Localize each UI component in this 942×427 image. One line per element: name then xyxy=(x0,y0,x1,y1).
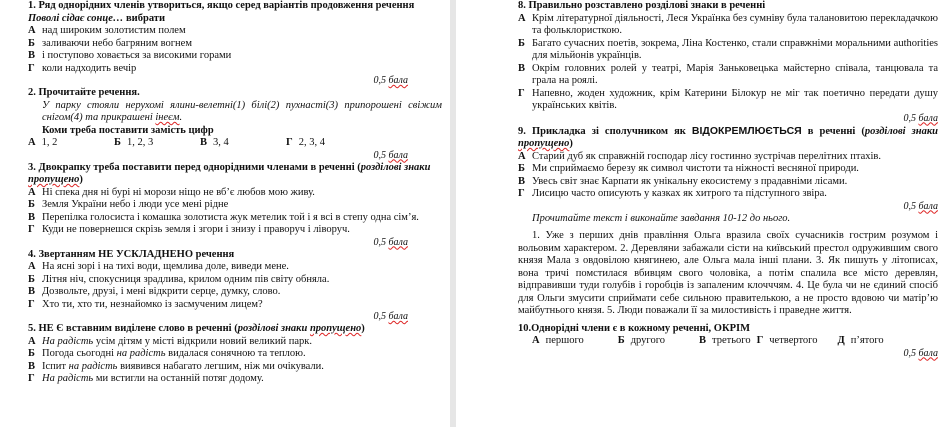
question-2-options xyxy=(28,137,442,150)
question-2-option-b: Б 1, 2, 3 xyxy=(114,137,154,148)
question-5-option-a: А На радість усім дітям у місті відкрили новий великий парк. xyxy=(28,335,312,347)
question-3-option-a: А Ні спека дня ні бурі ні морози ніщо не вб’є любов мою живу. xyxy=(28,186,315,198)
question-10-option-a: А першого xyxy=(532,335,584,346)
question-2-option-a: А 1, 2 xyxy=(28,137,58,148)
question-10-option-d: Г четвертого xyxy=(756,335,818,346)
question-10-points: 0,5 бала xyxy=(903,347,938,359)
question-9-option-c: В Увесь світ знає Карпати як унікальну екосистему з прадавніми лісами. xyxy=(518,175,848,187)
question-5-option-c: В Іспит на радість виявився набагато легшим, ніж ми очікували. xyxy=(28,360,324,372)
question-10-option-e: Д п’ятого xyxy=(837,335,884,346)
reading-instruction: Прочитайте текст і виконайте завдання 10-12 до нього. xyxy=(532,212,791,224)
question-2-points: 0,5 бала xyxy=(373,149,408,161)
question-3-points: 0,5 бала xyxy=(373,236,408,248)
question-4-option-a: А На ясні зорі і на тихі води, щемлива доле, виведи мене. xyxy=(28,261,289,272)
reading-text: 1. Уже з перших днів правління Ольга вразила своїх сучасників гострим розумом і вольовим характером. 2. Деревляни забажали сісти на київський престол одружившим свого князя Мала з овдовілою княгинею, але Ольга мала інші плани. 3. Як пишуть у літописах, вона тричі помстилася вбивцям свого чоловіка, а потім спалила все місто деревлян, відправивши туди голубів і горобців із запаленим клочччям. 4. Це була чи не єдиний спосіб для Ольги змусити сприймати себе сильною правителькою, а не просто вдовою чи матір’ю майбутнього князя. 5. Люди поважали її за милостивість і праведне життя. xyxy=(518,230,938,316)
question-3-option-d: Г Куди не повернешся скрізь земля і згори і знизу і праворуч і ліворуч. xyxy=(28,224,350,235)
question-9-text: 9. Прикладка зі сполучником як ВІДОКРЕМЛЮЄТЬСЯ в реченні (розділові знаки пропущено) xyxy=(518,124,939,149)
question-9-option-a: А Старий дуб як справжній господар лісу гостинно зустрічав перелітних птахів. xyxy=(518,150,882,162)
question-8-option-b: Б Багато сучасних поетів, зокрема, Ліна Костенко, стали справжніми моральними authorities для мільйонів українців. xyxy=(518,37,938,61)
question-4-option-b: Б Літня ніч, спокусниця зрадлива, крилом одним пів світу обняла. xyxy=(28,273,330,285)
question-1-option-d: Г коли надходить вечір xyxy=(28,62,137,74)
question-9-option-d: Г Лисицю часто описують у казках як хитрого та підступного звіра. xyxy=(518,188,827,199)
question-2-question: Коми треба поставити замість цифр xyxy=(42,124,214,136)
question-1-option-a: А над широким золотистим полем xyxy=(28,25,186,36)
question-1-points: 0,5 бала xyxy=(373,75,408,86)
question-5-text: 5. НЕ Є вставним виділене слово в реченні (розділові знаки пропущено) xyxy=(28,323,365,334)
question-4-text: 4. Звертанням НЕ УСКЛАДНЕНО речення xyxy=(28,248,235,260)
question-3 xyxy=(28,162,442,249)
question-8-option-d: Г Напевно, жоден художник, крім Катерини Білокур не міг так поетично передати душу українських квітів. xyxy=(518,87,938,111)
question-10 xyxy=(518,323,938,360)
question-5 xyxy=(28,323,442,386)
question-10-option-b: Б другого xyxy=(617,335,666,346)
question-5-option-d: Г На радість ми встигли на останній потяг додому. xyxy=(28,373,264,384)
question-1 xyxy=(28,0,442,87)
question-1-option-b: Б заливаючи небо багряним вогнем xyxy=(28,37,192,49)
question-4-option-c: В Дозвольте, друзі, і мені відкрити серце, думку, слово. xyxy=(28,286,281,297)
question-10-option-c: В третього xyxy=(699,335,751,346)
document-page-right xyxy=(456,0,942,427)
question-2 xyxy=(28,87,442,162)
question-10-options xyxy=(518,335,938,348)
question-10-text: 10.Однорідні члени є в кожному реченні, ОКРІМ xyxy=(518,322,750,334)
question-9 xyxy=(518,125,938,213)
question-5-option-b: Б Погода сьогодні на радість видалася сонячною та теплою. xyxy=(28,348,306,359)
question-3-text: 3. Двокрапку треба поставити перед однорідними членами в реченні (розділові знаки пропущено) xyxy=(28,161,431,185)
question-4 xyxy=(28,249,442,324)
question-2-option-d: Г 2, 3, 4 xyxy=(286,137,325,148)
question-8-text: 8. Правильно розставлено розділові знаки в реченні xyxy=(518,0,766,11)
question-3-option-b: Б Земля України небо і люди усе мені рідне xyxy=(28,199,229,210)
question-2-sentence: У парку стояли нерухомі ялини-велетні(1) білі(2) пухнасті(3) припорошені свіжим снігом(4) та прикрашені інеєм. xyxy=(42,99,442,123)
question-1-text: 1. Ряд однорідних членів утвориться, якщо серед варіантів продовження речення Поволі сідає сонце… вибрати xyxy=(28,0,415,24)
question-8-points: 0,5 бала xyxy=(903,112,938,124)
question-8-option-a: А Крім літературної діяльності, Леся Українка без сумніву була талановитою перекладачкою та фольклористкою. xyxy=(518,12,938,36)
question-4-points: 0,5 бала xyxy=(373,311,408,322)
question-2-title: 2. Прочитайте речення. xyxy=(28,87,140,98)
question-8-option-c: В Окрім головних ролей у театрі, Марія Заньковецька майстерно співала, танцювала та грала на роялі. xyxy=(518,62,938,86)
question-3-option-c: В Перепілка голосиста і комашка золотиста жук метелик той і я всі в степу одна сім’я. xyxy=(28,211,419,223)
question-8 xyxy=(518,0,938,125)
question-4-option-d: Г Хто ти, хто ти, незнайомко із засмученим лицем? xyxy=(28,298,263,310)
document-page-left xyxy=(0,0,450,427)
question-9-option-b: Б Ми сприймаємо березу як символ чистоти та ніжності весняної природи. xyxy=(518,163,859,174)
question-2-option-c: В 3, 4 xyxy=(200,137,229,148)
question-9-points: 0,5 бала xyxy=(903,200,938,212)
question-1-option-c: В і поступово ховається за високими горами xyxy=(28,50,232,61)
